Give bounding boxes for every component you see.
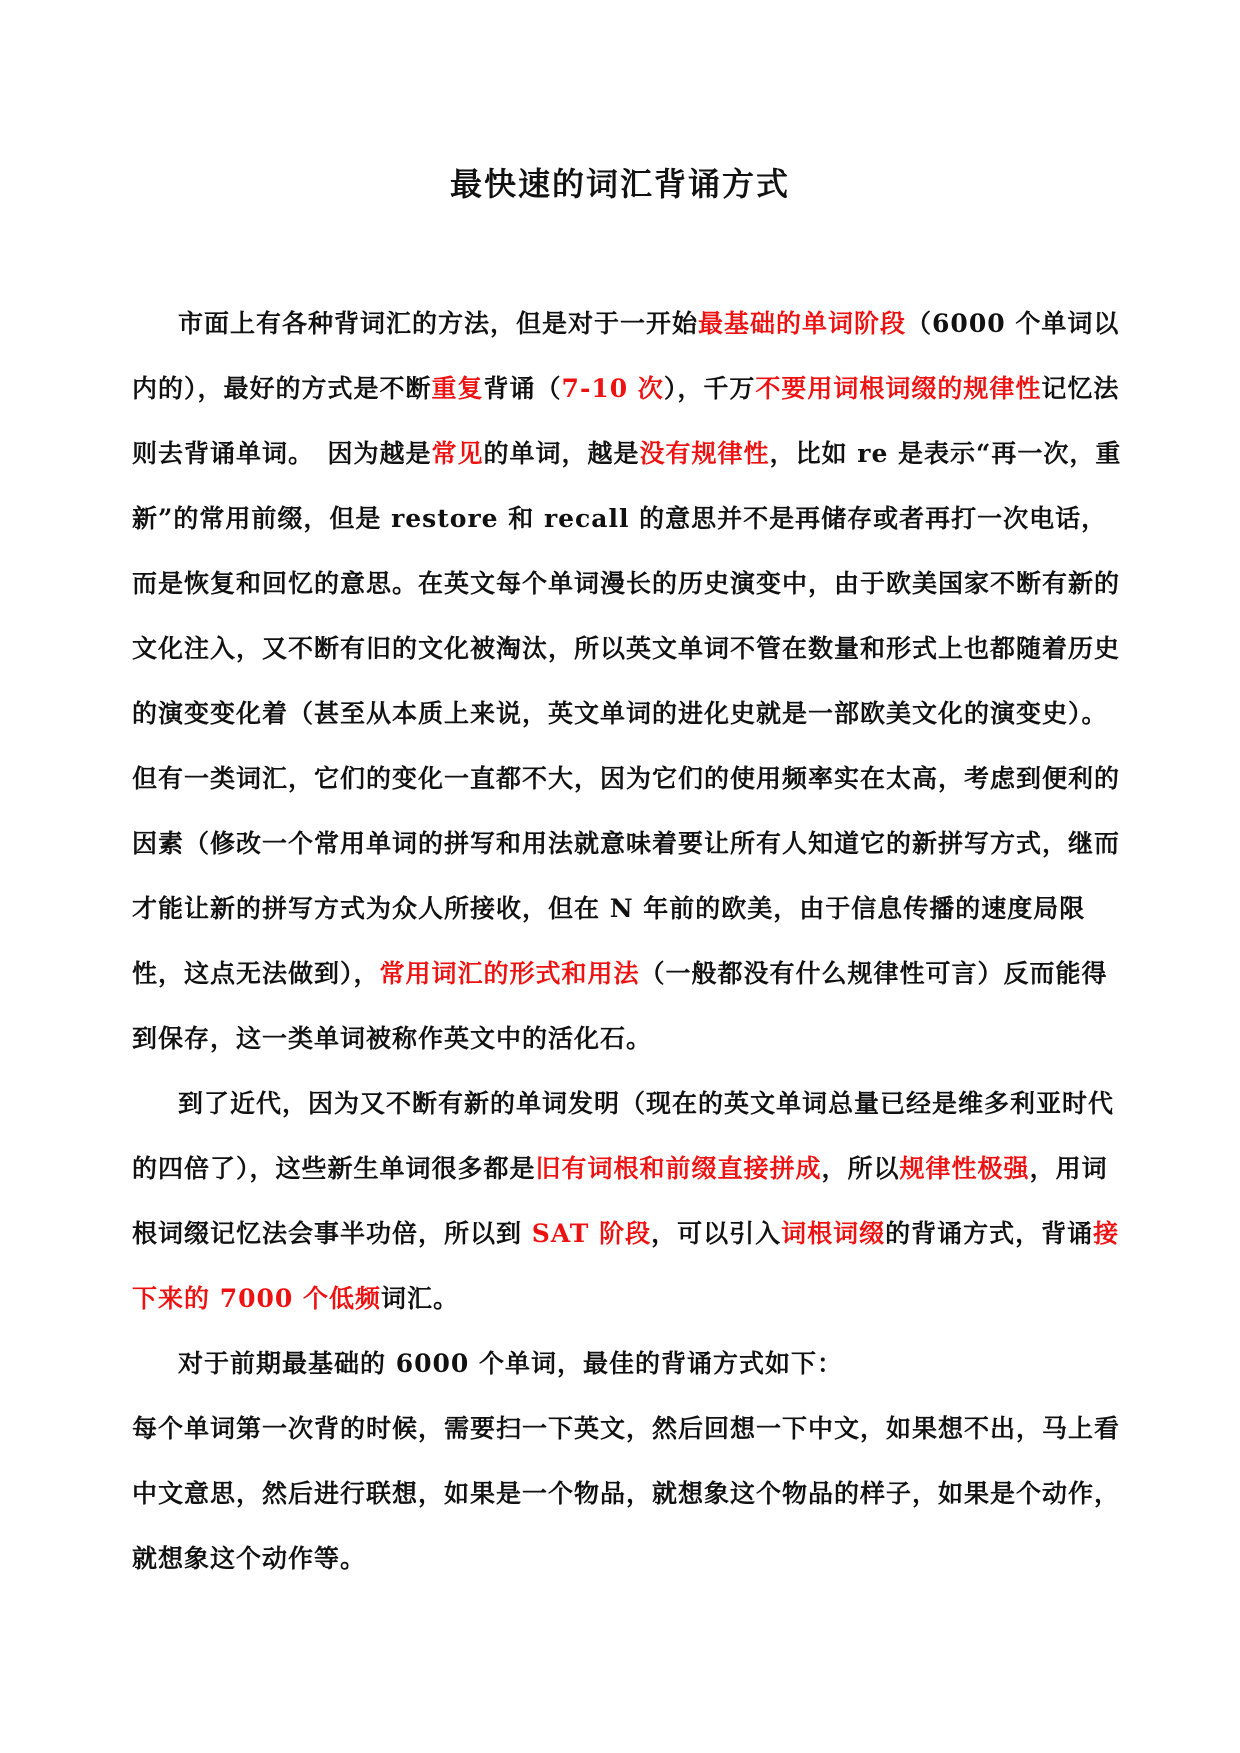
body-text: 的背诵方式，背诵 (885, 1219, 1094, 1248)
highlighted-text: 接下来的 7000 个低频 (132, 1219, 1120, 1313)
paragraph (132, 1331, 1122, 1396)
body-text: 的单词，越是 (483, 439, 640, 468)
highlighted-text: 7-10 次 (561, 374, 664, 403)
highlighted-text: 常见 (431, 439, 484, 468)
highlighted-text: 旧有词根和前缀直接拼成 (535, 1154, 822, 1183)
highlighted-text: 没有规律性 (639, 439, 770, 468)
body-text: （一般都没有什么规律性可言）反而能得到保存，这一类单词被称作英文中的活化石。 (132, 959, 1108, 1053)
paragraph (132, 1396, 1122, 1591)
document-title: 最快速的词汇背诵方式 (449, 165, 790, 203)
body-text: ，所以 (821, 1154, 900, 1183)
body-text: ），千万 (663, 374, 756, 403)
body-text: ，比如 re 是表示“再一次，重新”的常用前缀，但是 restore 和 recall 的意思并不是再储存或者再打一次电话，而是恢复和回忆的意思。在英文每个单词漫长的历史演变中，由于欧美国家不断有新的文化注入，又不断有旧的文化被淘汰，所以英文单词不管在数量和形式上也都随着历史的演变变化着（甚至从本质上来说，英文单词的进化史就是一部欧美文化的演变史）。但有一类词汇，它们的变化一直都不大，因为它们的使用频率实在太高，考虑到便利的因素（修改一个常用单词的拼写和用法就意味着要让所有人知道它的新拼写方式，继而才能让新的拼写方式为众人所接收，但在 N 年前的欧美，由于信息传播的速度局限性，这点无法做到）， (132, 439, 1122, 988)
body-text: 市面上有各种背词汇的方法，但是对于一开始 (178, 309, 699, 338)
body-text: ，用词根词缀记忆法会事半功倍，所以到 (132, 1154, 1108, 1248)
document-body (132, 291, 1122, 1591)
paragraph (132, 291, 1122, 1071)
highlighted-text: SAT 阶段 (531, 1219, 652, 1248)
body-text: 到了近代，因为又不断有新的单词发明（现在的英文单词总量已经是维多利亚时代的四倍了），这些新生单词很多都是 (132, 1089, 1115, 1183)
body-text: 每个单词第一次背的时候，需要扫一下英文，然后回想一下中文，如果想不出，马上看中文意思，然后进行联想，如果是一个物品，就想象这个物品的样子，如果是个动作，就想象这个动作等。 (132, 1414, 1121, 1573)
highlighted-text: 词根词缀 (781, 1219, 886, 1248)
body-text: 对于前期最基础的 6000 个单词，最佳的背诵方式如下： (178, 1349, 843, 1378)
body-text: 背诵（ (483, 374, 562, 403)
body-text: （6000 个单词以内的），最好的方式是不断 (132, 309, 1120, 403)
paragraph (132, 1071, 1122, 1331)
highlighted-text: 规律性极强 (899, 1154, 1030, 1183)
body-text: ，可以引入 (651, 1219, 782, 1248)
body-text: 词汇。 (381, 1284, 460, 1313)
highlighted-text: 常用词汇的形式和用法 (379, 959, 640, 988)
body-text: 记忆法则去背诵单词。 因为越是 (132, 374, 1120, 468)
highlighted-text: 不要用词根词缀的规律性 (755, 374, 1042, 403)
highlighted-text: 最基础的单词阶段 (698, 309, 907, 338)
highlighted-text: 重复 (431, 374, 484, 403)
